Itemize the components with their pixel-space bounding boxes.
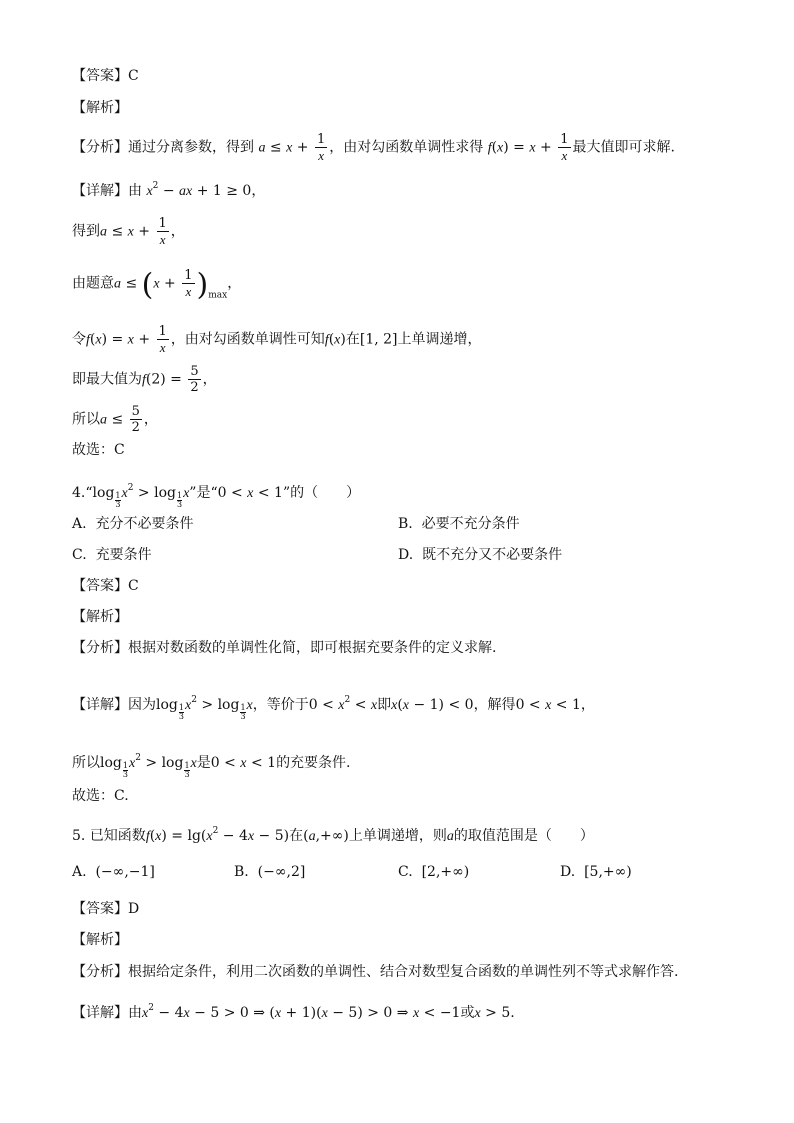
- fenxi-text: 通过分离参数，得到: [128, 139, 254, 156]
- q5-option-a: [72, 862, 155, 882]
- q3-answer-line: [72, 66, 139, 86]
- q4-option-d: [398, 545, 562, 565]
- option-text: [2,+∞): [421, 864, 470, 880]
- q4-detail-line: 【详解】因为log $\frac{1}{3}$ $x^2 > \log$ $\frac{1}{3}$ x，等价于$0 < x^2 < x$即x(x − 1) < 0，解得0 < x < 1，: [72, 695, 595, 721]
- detail-text: 或: [460, 1005, 475, 1021]
- q4-option-c: [72, 545, 152, 565]
- q4-analysis-tag: [72, 607, 128, 627]
- fenxi-text: 最大值即可求解.: [572, 139, 675, 156]
- q5-option-d: [560, 862, 632, 882]
- fenxi-tag: 【分析】: [72, 964, 128, 980]
- stem-text: 在: [289, 828, 304, 844]
- analysis-tag: 【解析】: [72, 609, 128, 625]
- q4-so-line: 所以log $\frac{1}{3}$ $x^2 > \log$ $\frac{1}{3}$ x是0 < x < 1的充要条件.: [72, 753, 351, 779]
- question-number: 4.: [72, 485, 86, 501]
- detail-text: 由: [128, 1005, 142, 1021]
- fenxi-tag: 【分析】: [72, 139, 128, 156]
- fenxi-tag: 【分析】: [72, 640, 128, 656]
- fenxi-text: 根据对数函数的单调性化简，即可根据充要条件的定义求解.: [128, 640, 497, 656]
- q5-option-c: [398, 862, 469, 882]
- detail-text: 上单调递增，: [397, 331, 482, 348]
- stem-text: 已知函数: [89, 828, 146, 844]
- option-letter: A.: [72, 516, 87, 532]
- option-text: [5,+∞): [584, 864, 632, 880]
- q3-detail-line-3: 由题意a ≤ (x + $\frac{1}{x}$ )$_{max}$，: [72, 267, 242, 303]
- q4-answer-line: [72, 576, 139, 596]
- answer-tag: 【答案】: [72, 68, 128, 84]
- detail-text: 由: [128, 183, 142, 199]
- answer-value: C: [128, 578, 139, 594]
- q3-detail-line-6: 所以a ≤ $\frac{5}{2}$ ，: [72, 404, 158, 435]
- stem-text: 是“: [196, 485, 218, 501]
- q3-detail-line-2: 得到a ≤ x + $\frac{1}{x}$ ，: [72, 216, 185, 247]
- option-letter: C.: [72, 547, 87, 563]
- detail-text: 所以: [72, 755, 100, 771]
- option-text: 必要不充分条件: [421, 516, 520, 532]
- detail-tag: 【详解】: [72, 1005, 128, 1021]
- q3-detail-line-5: 即最大值为f(2) = $\frac{5}{2}$ ，: [72, 364, 217, 395]
- q4-stem: 4.“log $\frac{1}{3}$ $x^2 > \log$ $\frac{1}{3}$ x”是“0 < x < 1”的（ ）: [72, 483, 361, 509]
- q5-detail-line: 【详解】由$x^2 - 4x - 5 > 0$ ⇒ (x + 1)(x − 5) > 0 ⇒ x < −1或x > 5.: [72, 1003, 515, 1021]
- q3-fenxi-line: 【分析】通过分离参数，得到 a ≤ x + $\frac{1}{x}$ ，由对勾函数单调性求得 f(x) = x + $\frac{1}{x}$ 最大值即可求解.: [72, 132, 675, 163]
- q3-detail-line-4: 令f(x) = x + $\frac{1}{x}$ ，由对勾函数单调性可知f(x)在[1, 2]上单调递增，: [72, 324, 482, 355]
- detail-text: 即: [377, 697, 392, 713]
- fenxi-text: 根据给定条件，利用二次函数的单调性、结合对数型复合函数的单调性列不等式求解作答.: [128, 964, 679, 980]
- stem-text: 的取值范围是（ ）: [453, 828, 594, 844]
- detail-text: 令: [72, 331, 86, 348]
- q4-option-b: [398, 514, 520, 534]
- option-letter: D.: [398, 547, 414, 563]
- detail-text: 得到: [72, 223, 100, 240]
- detail-text: 在: [345, 331, 360, 348]
- detail-tag: 【详解】: [72, 697, 128, 713]
- detail-text: 因为: [128, 697, 156, 713]
- fenxi-text: ，由对勾函数单调性求得: [329, 139, 484, 156]
- q3-choose: [72, 440, 125, 460]
- option-text: 充要条件: [95, 547, 152, 563]
- option-letter: A.: [72, 864, 87, 880]
- q3-detail-line-1: 【详解】由 $x^2$ − ax + 1 ≥ 0，: [72, 181, 266, 199]
- option-letter: B.: [234, 864, 249, 880]
- answer-tag: 【答案】: [72, 901, 128, 917]
- option-letter: D.: [560, 864, 576, 880]
- stem-text: 上单调递增，则: [348, 828, 447, 844]
- answer-value: D: [128, 901, 140, 917]
- answer-value: C: [128, 68, 139, 84]
- q3-analysis-tag: [72, 98, 128, 118]
- q4-choose: [72, 786, 129, 806]
- q5-analysis-tag: [72, 930, 128, 950]
- q5-fenxi-line: [72, 962, 678, 982]
- q5-answer-line: [72, 899, 139, 919]
- detail-text: ，: [580, 697, 595, 713]
- analysis-tag: 【解析】: [72, 932, 128, 948]
- detail-text: 的充要条件.: [276, 755, 351, 771]
- analysis-tag: 【解析】: [72, 100, 128, 116]
- option-text: (−∞,−1]: [95, 864, 155, 880]
- detail-text: 是: [196, 755, 211, 771]
- option-letter: C.: [398, 864, 413, 880]
- option-text: 既不充分又不必要条件: [422, 547, 563, 563]
- detail-tag: 【详解】: [72, 183, 128, 199]
- q5-option-b: [234, 862, 305, 882]
- detail-text: 即最大值为: [72, 371, 142, 388]
- choose-text: 故选：C.: [72, 788, 129, 804]
- question-number: 5.: [72, 828, 86, 844]
- detail-text: 由题意: [72, 275, 114, 292]
- choose-text: 故选：C: [72, 442, 125, 458]
- q4-fenxi-line: [72, 638, 496, 658]
- q5-stem: 5. 已知函数$f(x) = \lg(x^2 - 4x - 5)$在(a,+∞)上单调递增，则a的取值范围是（ ）: [72, 826, 594, 844]
- detail-text: ，等价于: [252, 697, 309, 713]
- detail-text: ，由对勾函数单调性可知: [170, 331, 325, 348]
- detail-text: ，解得: [473, 697, 516, 713]
- option-letter: B.: [398, 516, 413, 532]
- q4-option-a: [72, 514, 193, 534]
- stem-text: ”的（ ）: [282, 485, 361, 501]
- answer-tag: 【答案】: [72, 578, 128, 594]
- detail-text: 所以: [72, 411, 100, 428]
- option-text: (−∞,2]: [257, 864, 306, 880]
- option-text: 充分不必要条件: [95, 516, 194, 532]
